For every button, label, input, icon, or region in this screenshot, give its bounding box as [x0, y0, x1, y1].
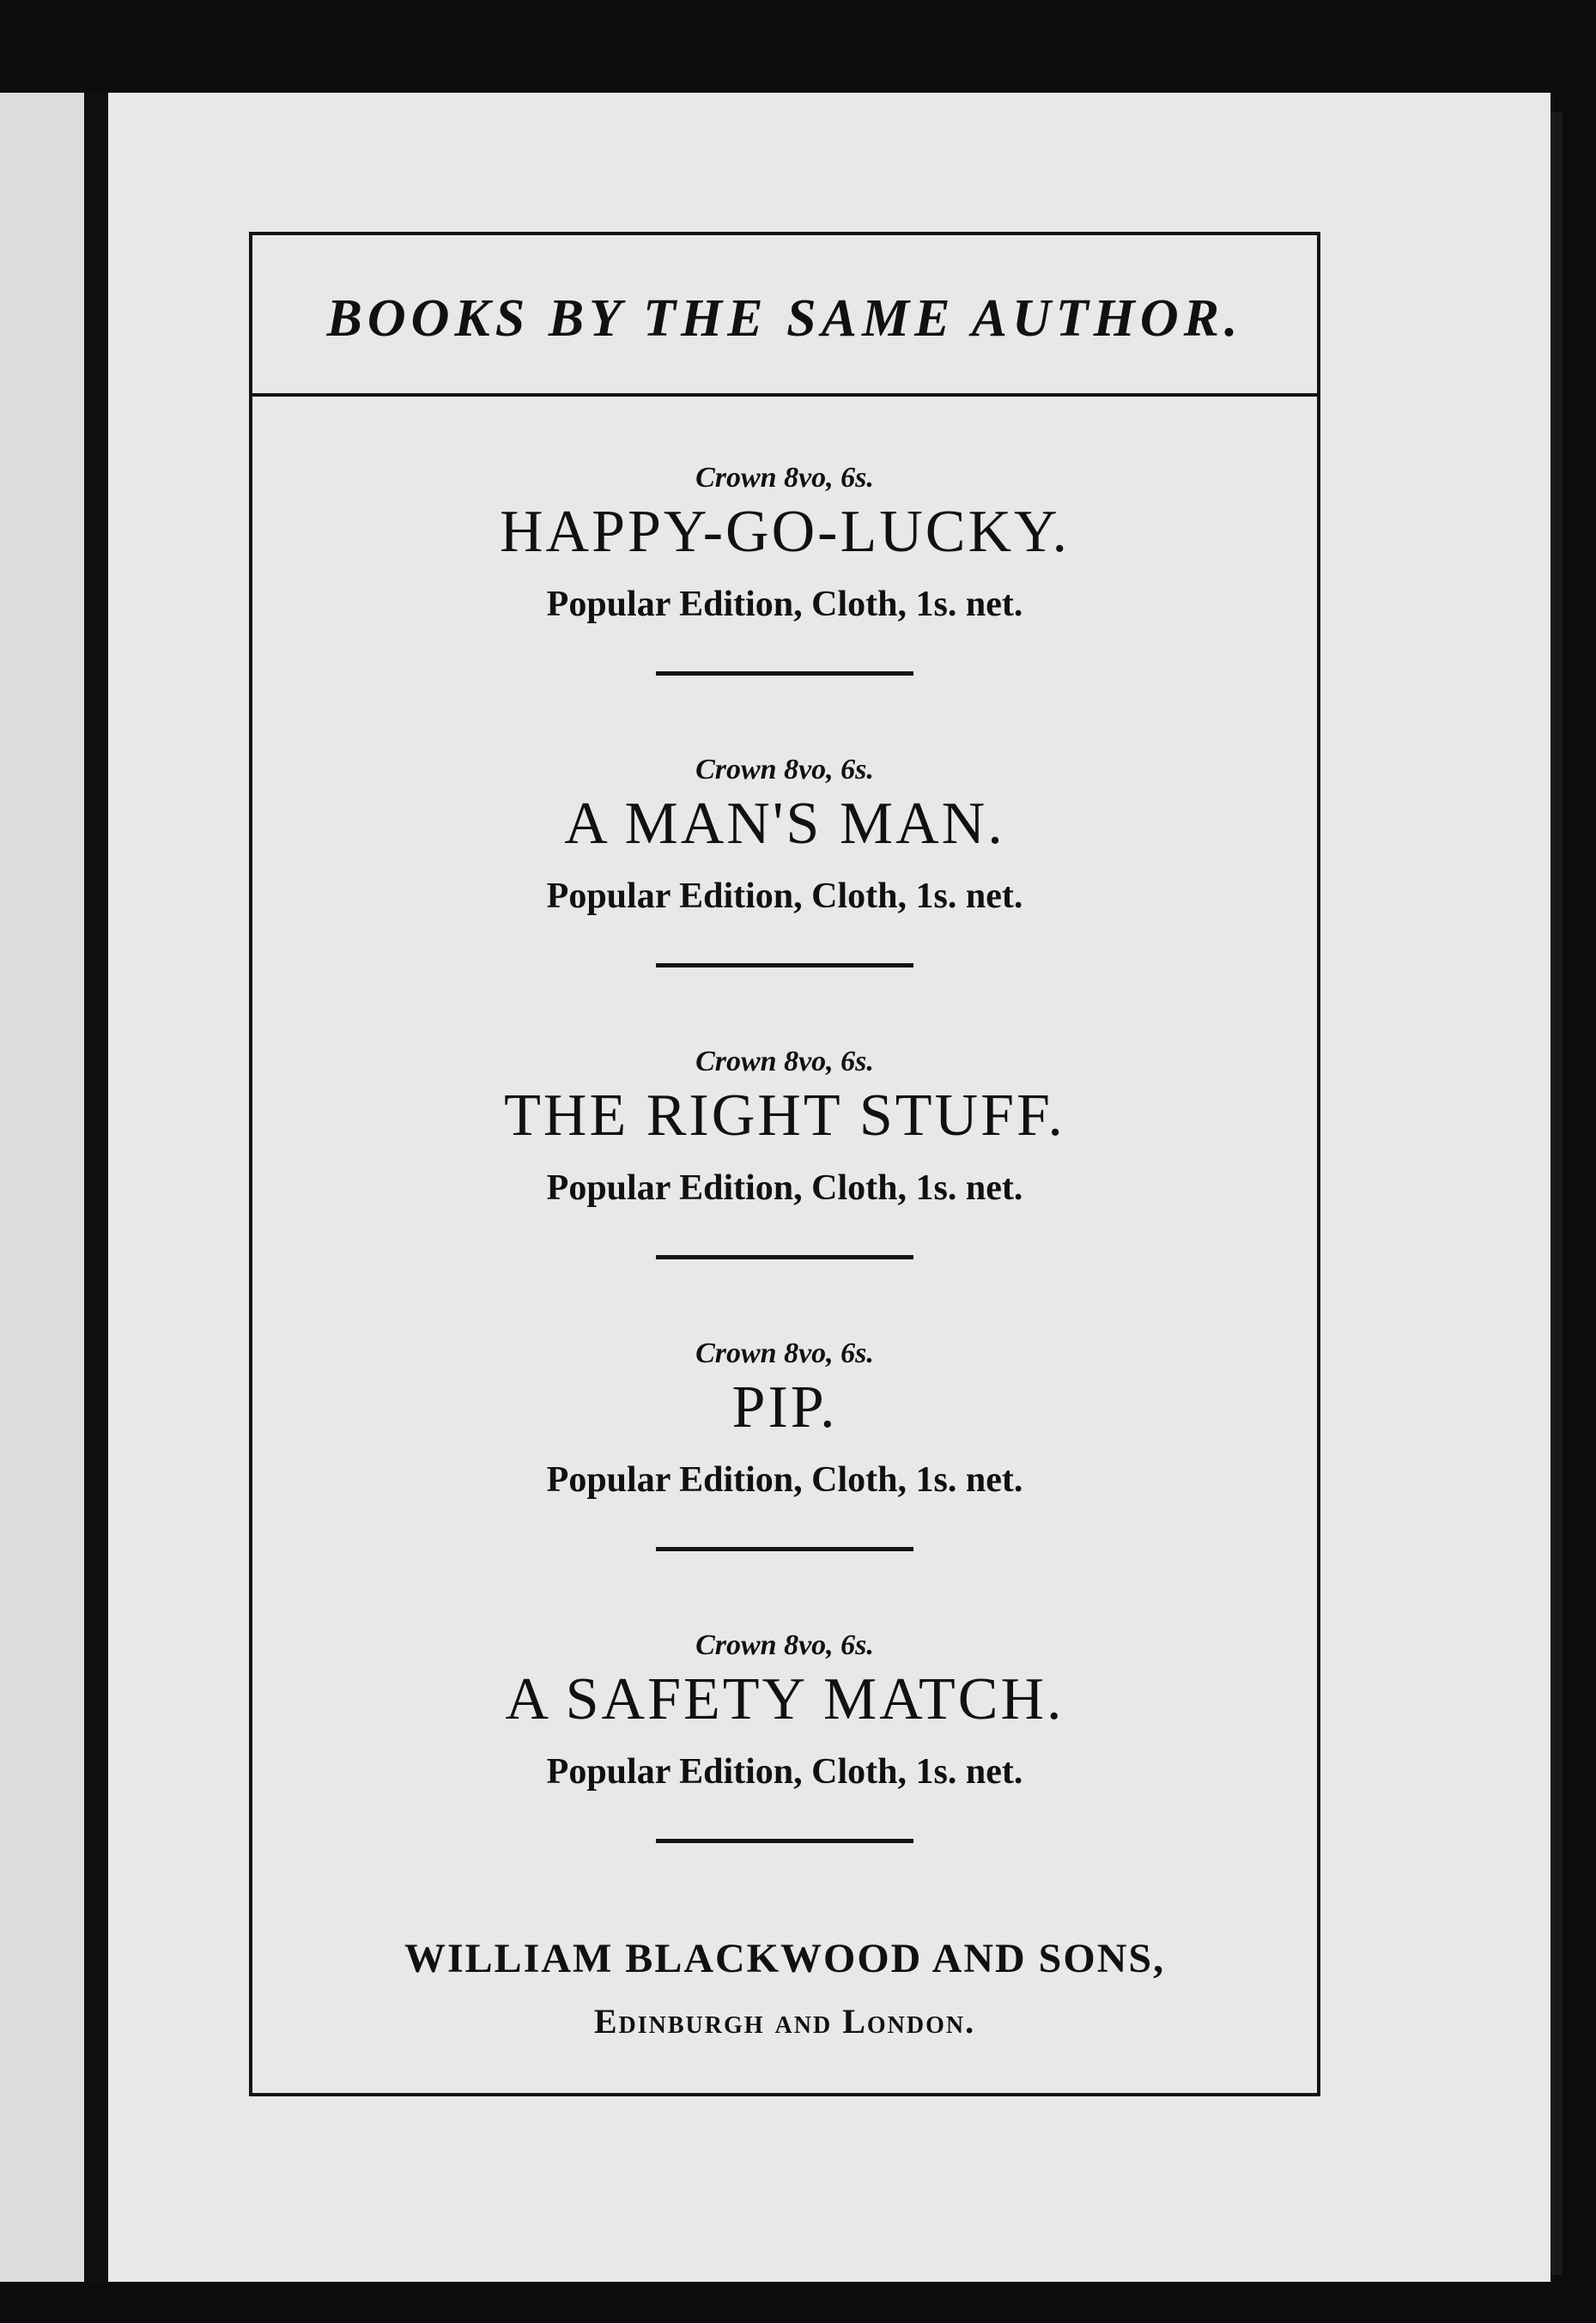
book-format: Crown 8vo, 6s.	[695, 754, 874, 785]
book-title: A SAFETY MATCH.	[505, 1666, 1065, 1732]
divider-rule	[656, 671, 913, 676]
divider-rule	[656, 963, 913, 967]
page-edge-shadow	[1550, 112, 1563, 2275]
book-edition: Popular Edition, Cloth, 1s. net.	[546, 585, 1023, 624]
book-edition: Popular Edition, Cloth, 1s. net.	[546, 1168, 1023, 1208]
book-gutter	[84, 93, 108, 2282]
publisher-name: WILLIAM BLACKWOOD AND SONS,	[404, 1936, 1166, 1981]
book-entry	[252, 1272, 1317, 1564]
book-format: Crown 8vo, 6s.	[695, 1629, 874, 1661]
publisher-imprint	[252, 1935, 1317, 2041]
book-title: HAPPY-GO-LUCKY.	[499, 499, 1071, 565]
book-edition: Popular Edition, Cloth, 1s. net.	[546, 1752, 1023, 1792]
advertisement-frame	[249, 232, 1320, 2096]
book-title: THE RIGHT STUFF.	[504, 1083, 1065, 1149]
divider-rule	[656, 1547, 913, 1551]
advertisement-title: BOOKS BY THE SAME AUTHOR.	[326, 288, 1243, 348]
facing-page-edge	[0, 93, 86, 2282]
divider-rule	[656, 1255, 913, 1259]
divider-rule	[656, 1839, 913, 1843]
book-entry	[252, 688, 1317, 980]
book-title: A MAN'S MAN.	[564, 791, 1005, 857]
publisher-place: Edinburgh and London.	[593, 2002, 976, 2041]
book-format: Crown 8vo, 6s.	[695, 1046, 874, 1077]
book-title: PIP.	[731, 1374, 838, 1441]
book-entry	[252, 397, 1317, 688]
book-entry	[252, 980, 1317, 1272]
book-edition: Popular Edition, Cloth, 1s. net.	[546, 876, 1023, 916]
book-list	[252, 397, 1317, 1839]
book-edition: Popular Edition, Cloth, 1s. net.	[546, 1460, 1023, 1500]
book-entry	[252, 1564, 1317, 1856]
book-format: Crown 8vo, 6s.	[695, 1337, 874, 1369]
book-format: Crown 8vo, 6s.	[695, 462, 874, 494]
advertisement-header	[252, 235, 1317, 397]
